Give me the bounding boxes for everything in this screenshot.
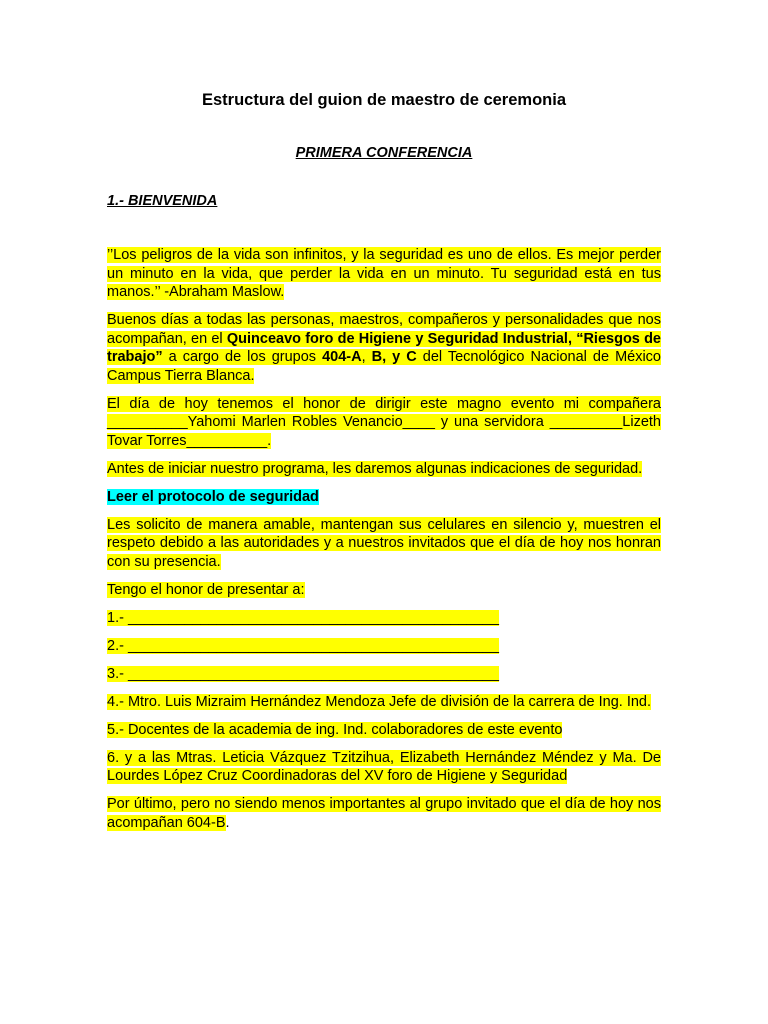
- quote-paragraph: [107, 246, 661, 302]
- item-6-paragraph: [107, 749, 661, 786]
- item-4-paragraph: [107, 693, 661, 712]
- forum-name: Quinceavo foro de Higiene y Seguridad Industrial, “Riesgos de trabajo”: [107, 330, 661, 365]
- group-bc: B, y C: [371, 349, 417, 365]
- phones-paragraph: [107, 516, 661, 572]
- blank-line-3: [107, 665, 661, 684]
- greeting-part1: Buenos días a todas las personas, maestros, compañeros y personalidades que nos acompañan, en el: [107, 312, 661, 347]
- item-5-text: 5.- Docentes de la academia de ing. Ind. colaboradores de este evento: [107, 721, 563, 738]
- closing-paragraph: [107, 795, 661, 832]
- group-a: 404-A: [322, 349, 362, 365]
- closing-period: .: [225, 814, 230, 831]
- closing-text: Por último, pero no siendo menos importantes al grupo invitado que el día de hoy nos acompañan 604-B: [107, 796, 661, 831]
- phones-text: Les solicito de manera amable, mantengan sus celulares en silencio y, muestren el respeto debido a las autoridades y a nuestros invitados que el día de hoy nos honran con su presencia.: [107, 516, 661, 570]
- blank-line-3-text: 3.- ______________________________________________: [107, 665, 499, 682]
- safety-intro-text: Antes de iniciar nuestro programa, les daremos algunas indicaciones de seguridad.: [107, 460, 643, 477]
- hosts-text: El día de hoy tenemos el honor de dirigir este magno evento mi compañera __________Yahomi Marlen Robles Venancio____ y una servidora _________Lizeth Tovar Torres__________.: [107, 395, 661, 449]
- greeting-text: [107, 312, 661, 384]
- greeting-part3: del Tecnológico Nacional de México Campus Tierra Blanca.: [107, 349, 661, 384]
- blank-line-1-text: 1.- ______________________________________________: [107, 609, 499, 626]
- item-6-text: 6. y a las Mtras. Leticia Vázquez Tzitzihua, Elizabeth Hernández Méndez y Ma. De Lourdes López Cruz Coordinadoras del XV foro de Higiene y Seguridad: [107, 749, 661, 784]
- document-title: Estructura del guion de maestro de ceremonia: [201, 91, 566, 109]
- greeting-part2: a cargo de los grupos: [162, 349, 323, 365]
- blank-line-1: [107, 609, 661, 628]
- present-intro-paragraph: [107, 581, 661, 600]
- greeting-paragraph: [107, 311, 661, 385]
- item-5-paragraph: [107, 721, 661, 740]
- item-4-text: 4.- Mtro. Luis Mizraim Hernández Mendoza Jefe de división de la carrera de Ing. Ind.: [107, 693, 652, 710]
- blank-line-2: [107, 637, 661, 656]
- script-body: [107, 246, 661, 842]
- section-heading: 1.- BIENVENIDA: [107, 193, 218, 209]
- hosts-paragraph: [107, 395, 661, 451]
- present-intro-text: Tengo el honor de presentar a:: [107, 581, 305, 598]
- quote-text: ’’Los peligros de la vida son infinitos, y la seguridad es uno de ellos. Es mejor perder un minuto en la vida, que perder la vida en un minuto. Tu seguridad está en tus manos.’’ -Abraham Maslow.: [107, 247, 661, 300]
- conference-heading: PRIMERA CONFERENCIA: [295, 145, 473, 161]
- protocol-paragraph: [107, 488, 661, 507]
- protocol-text: Leer el protocolo de seguridad: [107, 488, 319, 505]
- group-sep: ,: [361, 349, 372, 365]
- blank-line-2-text: 2.- ______________________________________________: [107, 637, 499, 654]
- safety-intro-paragraph: [107, 460, 661, 479]
